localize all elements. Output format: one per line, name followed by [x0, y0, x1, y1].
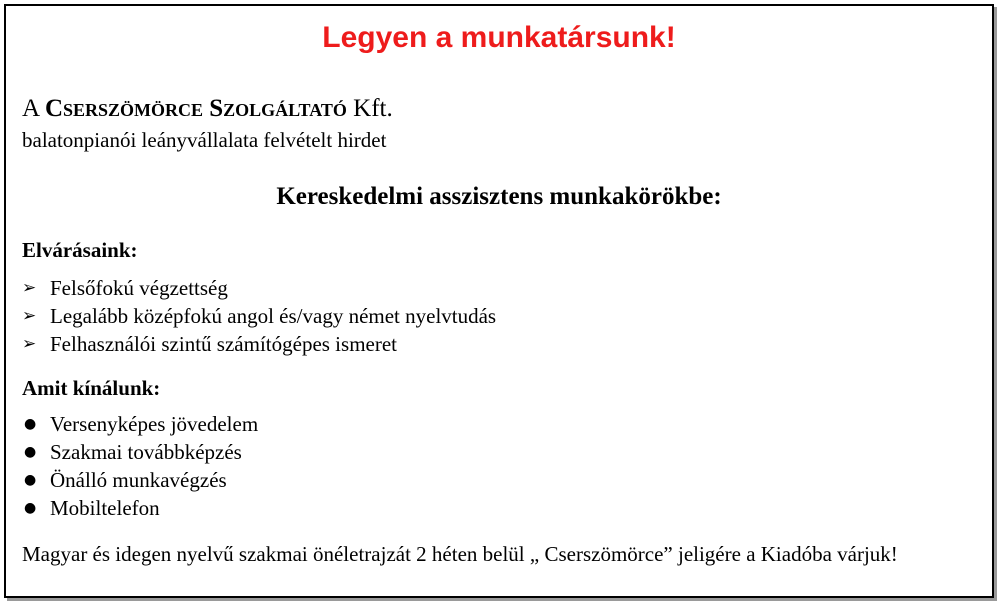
company-prefix: A	[22, 95, 39, 122]
dot-bullet-icon: ●	[24, 500, 37, 516]
requirements-heading: Elvárásaink:	[22, 238, 138, 262]
offer-text: Versenyképes jövedelem	[50, 412, 259, 436]
dot-bullet-icon: ●	[24, 416, 37, 432]
closing-paragraph: Magyar és idegen nyelvű szakmai önéletrajzát 2 héten belül „ Cserszömörce” jeligére a Kiadóba várjuk!	[22, 542, 898, 566]
company-subline: balatonpianói leányvállalata felvételt hirdet	[22, 128, 387, 152]
arrow-bullet-icon: ➢	[22, 334, 37, 354]
dot-bullet-icon: ●	[24, 444, 37, 460]
requirement-text: Felhasználói szintű számítógépes ismeret	[50, 332, 397, 356]
position-title: Kereskedelmi asszisztens munkakörökbe:	[276, 183, 722, 210]
offers-heading: Amit kínálunk:	[22, 376, 161, 400]
requirement-text: Legalább középfokú angol és/vagy német nyelvtudás	[50, 304, 497, 328]
company-suffix: Kft.	[353, 95, 393, 122]
dot-bullet-icon: ●	[24, 472, 37, 488]
arrow-bullet-icon: ➢	[22, 306, 37, 326]
offer-text: Mobiltelefon	[50, 496, 160, 520]
offer-text: Önálló munkavégzés	[50, 468, 227, 492]
requirement-text: Felsőfokú végzettség	[50, 276, 228, 300]
arrow-bullet-icon: ➢	[22, 278, 37, 298]
ad-headline: Legyen a munkatársunk!	[322, 21, 676, 54]
company-line	[22, 94, 393, 124]
company-name: Cserszömörce Szolgáltató	[44, 95, 347, 122]
offer-text: Szakmai továbbképzés	[50, 440, 242, 464]
advertisement-frame	[4, 4, 994, 598]
